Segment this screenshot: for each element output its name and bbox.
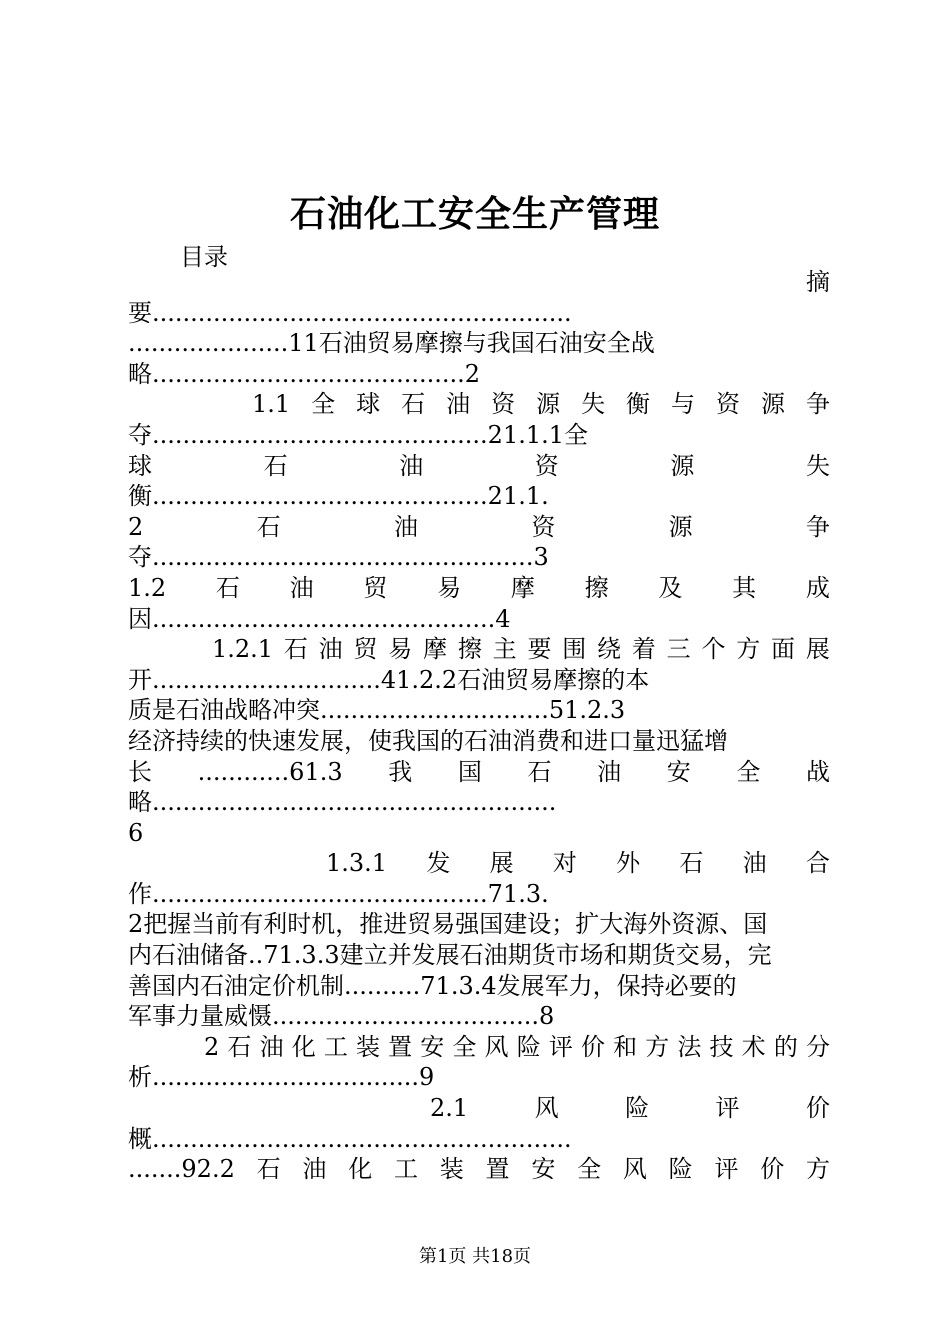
toc-token: 油 bbox=[289, 573, 314, 602]
toc-line-justified bbox=[128, 1093, 830, 1124]
toc-token: 资 bbox=[491, 390, 516, 419]
toc-token: 置 bbox=[485, 1155, 510, 1184]
toc-token: 源 bbox=[536, 390, 561, 419]
toc-token: 方 bbox=[806, 1155, 830, 1184]
toc-token: 石 bbox=[283, 635, 308, 664]
toc-token: 油 bbox=[302, 1155, 327, 1184]
toc-token: 石 bbox=[227, 1032, 252, 1061]
toc-line-justified bbox=[128, 634, 830, 665]
toc-token: 合 bbox=[805, 849, 830, 878]
toc-token: 2 bbox=[128, 512, 144, 541]
toc-token: 争 bbox=[805, 390, 830, 419]
toc-token: 全 bbox=[736, 757, 761, 786]
toc-line-justified bbox=[128, 512, 830, 543]
toc-token: 易 bbox=[437, 573, 462, 602]
toc-token: 全 bbox=[577, 1155, 602, 1184]
toc-token: 油 bbox=[318, 635, 343, 664]
toc-token: 球 bbox=[128, 451, 152, 480]
toc-token: 资 bbox=[534, 451, 559, 480]
toc-token: 对 bbox=[552, 849, 577, 878]
toc-token: 展 bbox=[805, 635, 830, 664]
toc-token: 易 bbox=[388, 635, 413, 664]
toc-token: 摩 bbox=[423, 635, 448, 664]
toc-line-justified bbox=[128, 451, 830, 482]
toc-token: 长 bbox=[128, 757, 152, 786]
toc-token: 法 bbox=[677, 1032, 702, 1061]
toc-token: 着 bbox=[631, 635, 656, 664]
toc-line-justified bbox=[128, 573, 830, 604]
toc-token: 发 bbox=[426, 849, 451, 878]
toc-token: 石 bbox=[256, 1155, 281, 1184]
toc-token: 安 bbox=[420, 1032, 445, 1061]
toc-token: 石 bbox=[256, 512, 281, 541]
toc-token: 装 bbox=[355, 1032, 380, 1061]
toc-token: 方 bbox=[736, 635, 761, 664]
toc-line: 摘 bbox=[806, 268, 830, 296]
toc-line: 善国内石油定价机制..........71.3.4发展军力，保持必要的 bbox=[128, 971, 737, 1000]
toc-token: 价 bbox=[760, 1155, 785, 1184]
toc-token: 1.2.1 bbox=[212, 635, 274, 664]
toc-line: 6 bbox=[128, 818, 144, 847]
toc-line: 作............................................71.3. bbox=[128, 879, 549, 908]
toc-token: 石 bbox=[401, 390, 426, 419]
toc-line-justified bbox=[128, 848, 830, 879]
document-title: 石油化工安全生产管理 bbox=[289, 193, 660, 235]
toc-token: 1.1 bbox=[252, 390, 291, 419]
toc-token: 工 bbox=[393, 1155, 418, 1184]
toc-token: 2.1 bbox=[430, 1094, 469, 1123]
toc-token: 要 bbox=[527, 635, 552, 664]
toc-line: 因.............................................4 bbox=[128, 604, 511, 633]
toc-line: .....................11石油贸易摩擦与我国石油安全战 bbox=[128, 329, 655, 358]
toc-token: 面 bbox=[771, 635, 796, 664]
toc-token: 擦 bbox=[584, 573, 609, 602]
toc-token: 油 bbox=[259, 1032, 284, 1061]
toc-token: 1.2 bbox=[128, 573, 167, 602]
toc-line: 析...................................9 bbox=[128, 1063, 435, 1092]
toc-token: 化 bbox=[348, 1155, 373, 1184]
toc-token: 国 bbox=[457, 757, 482, 786]
toc-line: 2把握当前有利时机，推进贸易强国建设；扩大海外资源、国 bbox=[128, 910, 768, 939]
toc-line: 夺............................................21.1.1全 bbox=[128, 420, 589, 449]
page-footer: 第1页 共18页 bbox=[418, 1246, 532, 1267]
toc-line-justified bbox=[128, 1032, 830, 1063]
toc-token: 安 bbox=[531, 1155, 556, 1184]
toc-body bbox=[128, 267, 830, 1185]
toc-token: 贸 bbox=[363, 573, 388, 602]
toc-token: 石 bbox=[263, 451, 288, 480]
toc-token: 及 bbox=[658, 573, 683, 602]
toc-heading: 目录 bbox=[180, 243, 228, 271]
toc-token: 展 bbox=[489, 849, 514, 878]
toc-token: 个 bbox=[701, 635, 726, 664]
toc-token: 全 bbox=[452, 1032, 477, 1061]
toc-token: 三 bbox=[666, 635, 691, 664]
toc-line-justified bbox=[128, 757, 830, 788]
toc-token: 分 bbox=[805, 1032, 830, 1061]
toc-line: 衡............................................21.1. bbox=[128, 482, 549, 511]
toc-token: 评 bbox=[714, 1155, 739, 1184]
toc-line: 开..............................41.2.2石油贸易摩擦的本 bbox=[128, 665, 650, 694]
toc-token: 摩 bbox=[510, 573, 535, 602]
toc-token: 化 bbox=[291, 1032, 316, 1061]
toc-line-justified bbox=[128, 389, 830, 420]
toc-token: 2 bbox=[204, 1032, 220, 1061]
toc-token: 评 bbox=[715, 1094, 740, 1123]
toc-token: 石 bbox=[215, 573, 240, 602]
toc-token: 油 bbox=[446, 390, 471, 419]
toc-token: 擦 bbox=[457, 635, 482, 664]
toc-token: .......92.2 bbox=[128, 1155, 235, 1184]
toc-line-justified bbox=[128, 1154, 830, 1185]
toc-token: 全 bbox=[311, 390, 336, 419]
toc-token: 成 bbox=[805, 573, 830, 602]
toc-token: 风 bbox=[534, 1094, 559, 1123]
toc-token: 风 bbox=[484, 1032, 509, 1061]
toc-token: 装 bbox=[439, 1155, 464, 1184]
toc-token: 价 bbox=[805, 1094, 830, 1123]
toc-token: 源 bbox=[670, 451, 695, 480]
toc-line: 质是石油战略冲突..............................51.2.3 bbox=[128, 696, 626, 725]
toc-line: 概....................................................... bbox=[128, 1124, 572, 1153]
toc-token: 外 bbox=[616, 849, 641, 878]
toc-token: 险 bbox=[516, 1032, 541, 1061]
toc-line: 夺..................................................3 bbox=[128, 543, 549, 572]
toc-token: 技 bbox=[709, 1032, 734, 1061]
toc-token: 和 bbox=[613, 1032, 638, 1061]
toc-token: 资 bbox=[716, 390, 741, 419]
toc-token: 主 bbox=[492, 635, 517, 664]
toc-token: 的 bbox=[773, 1032, 798, 1061]
toc-token: 与 bbox=[671, 390, 696, 419]
toc-line: 军事力量威慑...................................8 bbox=[128, 1002, 555, 1031]
toc-token: 险 bbox=[625, 1094, 650, 1123]
toc-token: 失 bbox=[805, 451, 830, 480]
toc-token: 置 bbox=[388, 1032, 413, 1061]
toc-token: 衡 bbox=[626, 390, 651, 419]
toc-token: 绕 bbox=[597, 635, 622, 664]
toc-token: 评 bbox=[548, 1032, 573, 1061]
toc-token: 价 bbox=[580, 1032, 605, 1061]
toc-token: 其 bbox=[732, 573, 757, 602]
toc-token: 风 bbox=[622, 1155, 647, 1184]
toc-token: 贸 bbox=[353, 635, 378, 664]
toc-token: 术 bbox=[741, 1032, 766, 1061]
toc-token: 油 bbox=[742, 849, 767, 878]
toc-token: 工 bbox=[323, 1032, 348, 1061]
toc-line: 内石油储备..71.3.3建立并发展石油期货市场和期货交易，完 bbox=[128, 941, 772, 970]
toc-token: 失 bbox=[581, 390, 606, 419]
toc-token: 源 bbox=[668, 512, 693, 541]
toc-token: 石 bbox=[679, 849, 704, 878]
toc-token: 油 bbox=[597, 757, 622, 786]
toc-line: 经济持续的快速发展，使我国的石油消费和进口量迅猛增 bbox=[128, 726, 728, 755]
toc-token: 方 bbox=[645, 1032, 670, 1061]
toc-token: 安 bbox=[666, 757, 691, 786]
toc-token: 围 bbox=[562, 635, 587, 664]
toc-token: 险 bbox=[668, 1155, 693, 1184]
toc-token: 我 bbox=[388, 757, 413, 786]
toc-token: 石 bbox=[527, 757, 552, 786]
toc-token: 1.3.1 bbox=[326, 849, 388, 878]
toc-token: 资 bbox=[531, 512, 556, 541]
toc-token: 源 bbox=[761, 390, 785, 419]
toc-token: 油 bbox=[393, 512, 418, 541]
toc-line: 要....................................................... bbox=[128, 298, 572, 327]
toc-token: 油 bbox=[399, 451, 424, 480]
toc-token: 球 bbox=[356, 390, 381, 419]
toc-token: ............61.3 bbox=[197, 757, 343, 786]
toc-token: 争 bbox=[806, 512, 830, 541]
toc-line: 略.........................................2 bbox=[128, 359, 481, 388]
toc-line: 略..................................................... bbox=[128, 788, 557, 817]
toc-token: 战 bbox=[805, 757, 830, 786]
